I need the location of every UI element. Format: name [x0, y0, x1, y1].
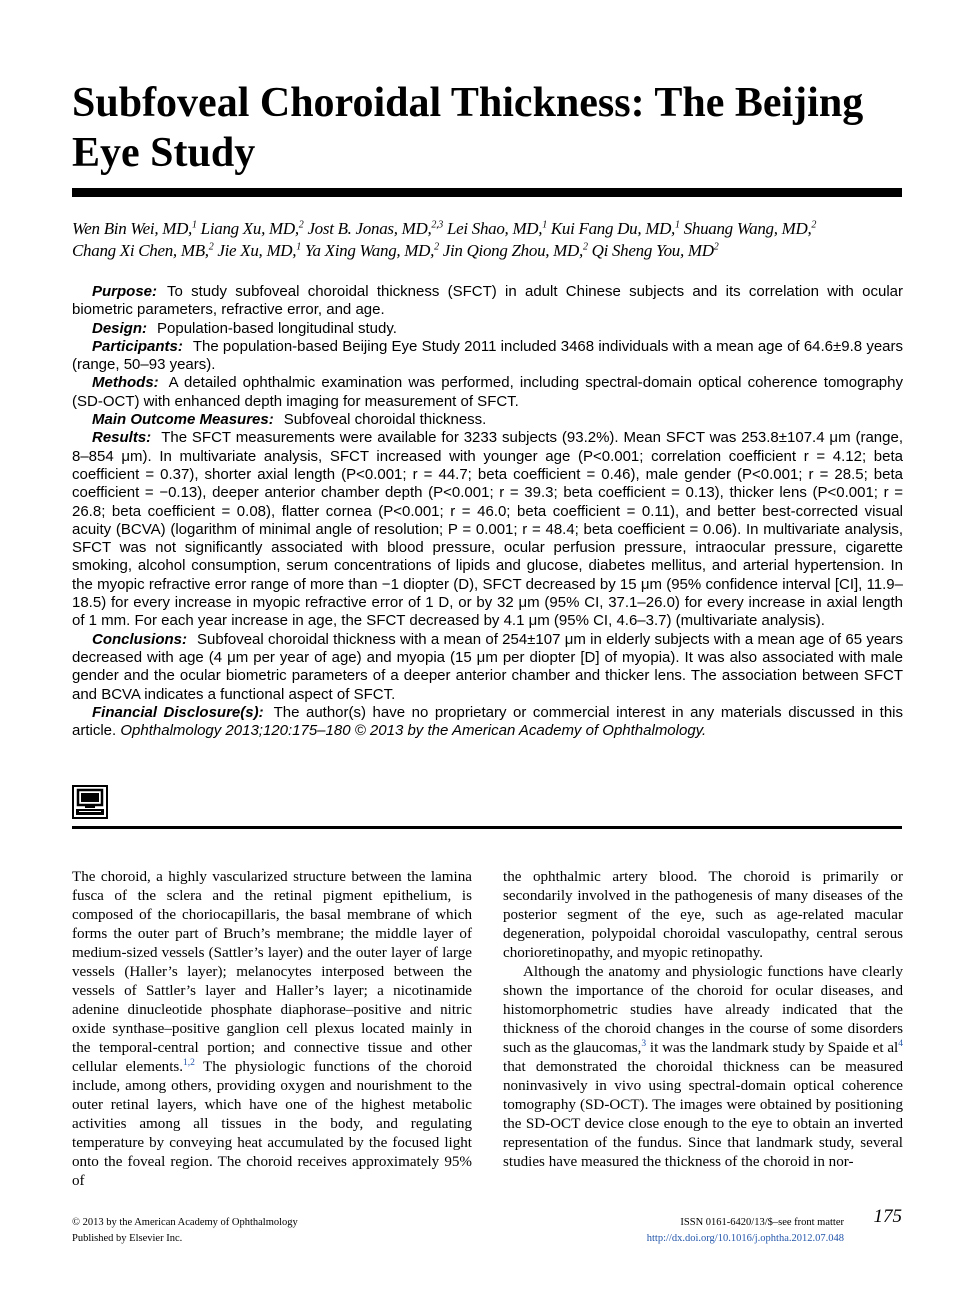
abstract-outcome: [72, 411, 903, 429]
author-name: Shuang Wang, MD,: [683, 219, 812, 238]
outcome-text: Subfoveal choroidal thickness.: [283, 411, 487, 429]
abstract-conclusions: [72, 631, 903, 704]
author-affiliation: 1: [296, 241, 301, 253]
results-label: Results:: [92, 429, 152, 447]
issn-line: ISSN 0161-6420/13/$–see front matter: [680, 1217, 844, 1228]
page-number: 175: [873, 1206, 902, 1227]
conclusions-label: Conclusions:: [92, 630, 188, 648]
author-affiliation: 2: [434, 241, 439, 253]
author-name: Chang Xi Chen, MB,: [72, 241, 209, 260]
author-affiliation: 2,3: [431, 219, 444, 231]
body-text: it was the landmark study by Spaide et al: [646, 1040, 899, 1056]
purpose-text: To study subfoveal choroidal thickness (SFCT) in adult Chinese subjects and its correlation with ocular biometric parameters, refractive error, and age.: [72, 283, 903, 319]
abstract-methods: [72, 374, 903, 411]
author-name: Kui Fang Du, MD,: [550, 219, 676, 238]
publisher-line: Published by Elsevier Inc.: [72, 1233, 183, 1244]
disclosure-label: Financial Disclosure(s):: [92, 703, 264, 721]
abstract: [72, 283, 903, 740]
copyright-line: © 2013 by the American Academy of Ophthalmology: [72, 1217, 298, 1228]
design-text: Population-based longitudinal study.: [157, 319, 397, 337]
author-list: [72, 218, 907, 262]
author-affiliation: 2: [298, 219, 304, 231]
abstract-purpose: [72, 283, 903, 320]
body-text: the ophthalmic artery blood. The choroid is primarily or secondarily involved in the pathogenesis of many diseases of the posterior segment of the eye, such as age-related macular degeneration, polypoidal choroidal vasculopathy, central serous chorioretinopathy, and myopic retinopathy.: [503, 869, 903, 961]
body-column-left: [72, 868, 472, 1191]
results-text: The SFCT measurements were available for 3233 subjects (93.2%). Mean SFCT was 253.8±107.4 μm (range, 8–854 μm). In multivariate analysis, SFCT increased with younger age (P<0.001; correlation coefficient r = 4.12; beta coefficient = 0.37), shorter axial length (P<0.001; r = 44.7; beta coefficient = 0.46), male gender (P<0.001; r = 28.5; beta coefficient = −0.13), deeper anterior chamber depth (P<0.001; r = 39.3; beta coefficient = 0.13), thicker lens (P<0.001; r = 26.8; beta coefficient = 0.08), flatter cornea (P<0.001; r = 46.0; beta coefficient = 0.11), and better best-corrected visual acuity (BCVA) (logarithm of minimal angle of resolution; P = 0.001; r = 48.4; beta coefficient = 0.06). In multivariate analysis, SFCT was not significantly associated with blood pressure, ocular perfusion pressure, intraocular pressure, cigarette smoking, alcohol consumption, serum concentrations of lipids and glucose, diabetes mellitus, and arterial hypertension. In the myopic refractive error range of more than −1 diopter (D), SFCT decreased by 15 μm (95% confidence interval [CI], 11.9–18.5) for every increase in myopic refractive error of 1 D, or by 32 μm (95% CI, 37.1–26.0) for every increase in axial length of 1 mm. For each year increase in age, the SFCT decreased by 4.1 μm (95% CI, 4.6–3.7) (multivariate analysis).: [72, 429, 903, 630]
body-text: The physiologic functions of the choroid include, among others, providing oxygen and nourishment to the outer retinal layers, which have one of the highest metabolic activities among all tissues in the body, and regulating temperature by conveying heat accumulated by the focused light onto the foveal region. The choroid receives approximately 95% of: [72, 1059, 472, 1189]
author-affiliation: 2: [713, 241, 719, 253]
abstract-design: [72, 320, 903, 338]
body-text: Although the anatomy and physiologic functions have clearly shown the importance of the choroid for ocular diseases, and histomorphometric studies have already indicated that the thickness of the choroid changes in the course of some disorders such as the glaucomas,: [503, 964, 903, 1056]
reference-link[interactable]: 1,2: [183, 1057, 195, 1068]
reference-link[interactable]: 3: [641, 1038, 647, 1049]
author-name: Jin Qiong Zhou, MD,: [442, 241, 583, 260]
body-paragraph: [503, 963, 903, 1172]
author-name: Lei Shao, MD,: [446, 219, 543, 238]
author-affiliation: 1: [675, 219, 680, 231]
author-name: Jost B. Jonas, MD,: [307, 219, 432, 238]
doi-link[interactable]: http://dx.doi.org/10.1016/j.ophtha.2012.07.048: [646, 1233, 844, 1244]
reference-link[interactable]: 4: [898, 1038, 903, 1049]
purpose-label: Purpose:: [92, 283, 158, 300]
author-affiliation: 2: [208, 241, 214, 253]
abstract-divider: [72, 826, 902, 829]
footer-left: [72, 1215, 298, 1247]
design-label: Design:: [92, 319, 148, 337]
abstract-results: [72, 429, 903, 630]
body-text: that demonstrated the choroidal thickness can be measured noninvasively in vivo using spectral-domain optical coherence tomography (SD-OCT). The images were obtained by positioning the SD-OCT device close enough to the eye to obtain an inverted representation of the fundus. Since that landmark study, several studies have measured the thickness of the choroid in nor-: [503, 1059, 903, 1170]
article-title: Subfoveal Choroidal Thickness: The Beijing Eye Study: [72, 80, 864, 176]
computer-icon[interactable]: [72, 785, 108, 819]
conclusions-text: Subfoveal choroidal thickness with a mean of 254±107 μm in elderly subjects with a mean age of 65 years decreased with age (4 μm per year of age) and myopia (15 μm per diopter [D] of myopia). It was also associated with male gender and the ocular biometric parameters of a deeper anterior chamber and thicker lens. The association between SFCT and BCVA indicates a functional aspect of SFCT.: [72, 630, 903, 703]
title-divider: [72, 188, 902, 197]
body-paragraph: [72, 868, 472, 1191]
methods-text: A detailed ophthalmic examination was performed, including spectral-domain optical coherence tomography (SD-OCT) with enhanced depth imaging for measurement of SFCT.: [72, 374, 903, 410]
participants-text: The population-based Beijing Eye Study 2011 included 3468 individuals with a mean age of 64.6±9.8 years (range, 50–93 years).: [72, 337, 903, 374]
author-affiliation: 2: [811, 219, 817, 231]
disclosure-text: The author(s) have no proprietary or commercial interest in any materials discussed in this article.: [72, 703, 903, 740]
author-name: Qi Sheng You, MD: [591, 241, 714, 260]
body-paragraph: [503, 868, 903, 963]
body-text: The choroid, a highly vascularized structure between the lamina fusca of the sclera and the retinal pigment epithelium, is composed of the choriocapillaris, the basal membrane of which forms the outer part of Bruch’s membrane; the middle layer of medium-sized vessels (Sattler’s layer) and the outer layer of large vessels (Haller’s layer); melanocytes interposed between the vessels of Sattler’s layer and Haller’s layer; a nicotinamide adenine dinucleotide phosphate diaphorase–positive and nitric oxide synthase–positive ganglion cell plexus located mainly in the temporal-central portion; and connective tissue and other cellular elements.: [72, 869, 472, 1075]
footer-right: [560, 1215, 844, 1247]
author-affiliation: 2: [582, 241, 588, 253]
author-name: Ya Xing Wang, MD,: [304, 241, 435, 260]
abstract-participants: [72, 338, 903, 375]
outcome-label: Main Outcome Measures:: [92, 411, 274, 429]
author-affiliation: 1: [542, 219, 547, 231]
participants-label: Participants:: [92, 337, 183, 355]
journal-citation: Ophthalmology 2013;120:175–180 © 2013 by the American Academy of Ophthalmology.: [120, 722, 707, 740]
methods-label: Methods:: [92, 374, 159, 392]
abstract-disclosure: [72, 704, 903, 741]
author-name: Jie Xu, MD,: [217, 241, 297, 260]
author-name: Liang Xu, MD,: [200, 219, 299, 238]
author-name: Wen Bin Wei, MD,: [72, 219, 193, 238]
author-affiliation: 1: [192, 219, 197, 231]
body-column-right: [503, 868, 903, 1172]
